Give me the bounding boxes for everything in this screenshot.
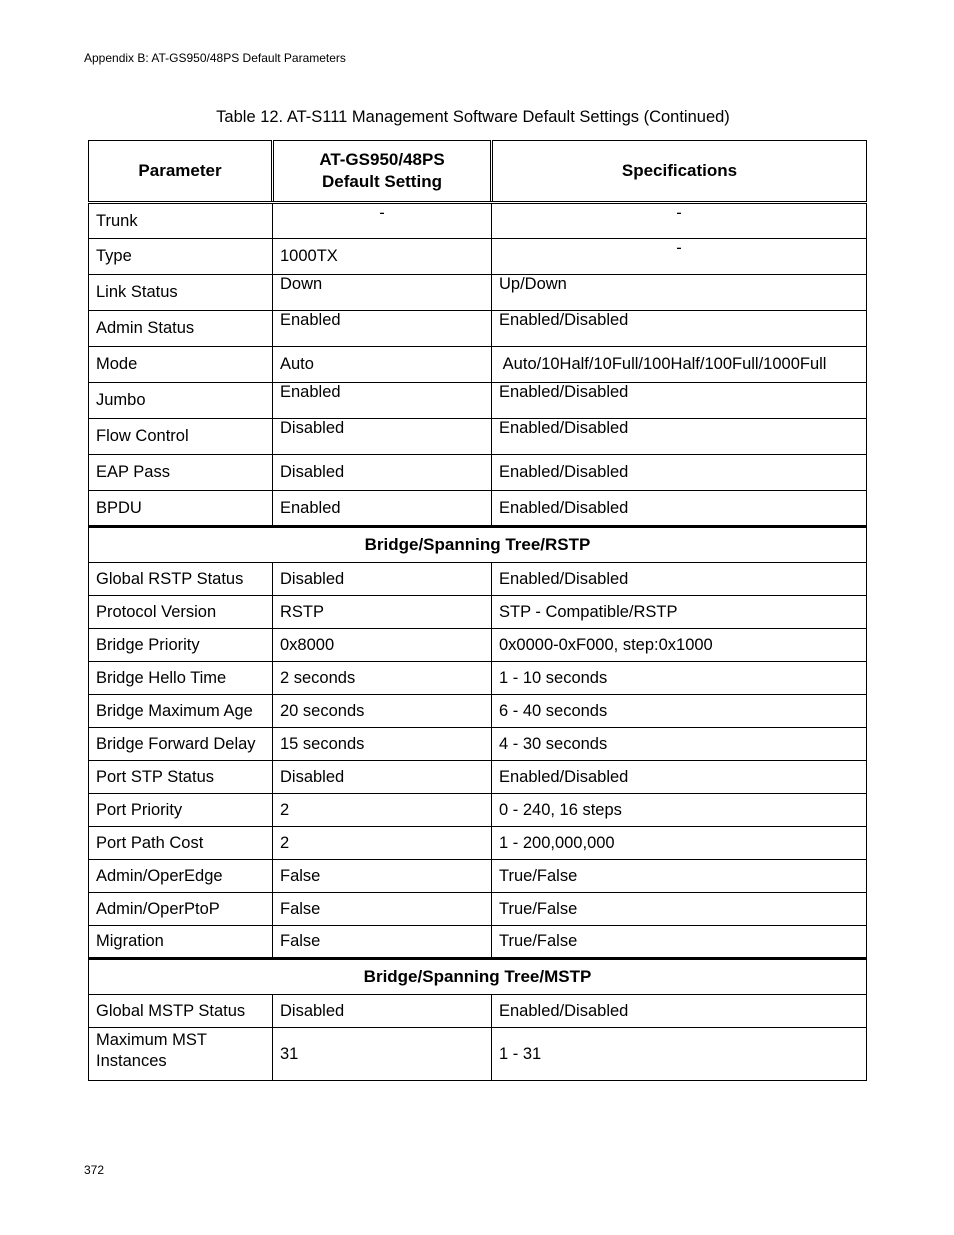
cell-default: Enabled — [273, 491, 492, 527]
cell-default: - — [273, 203, 492, 239]
table-row — [89, 926, 867, 959]
table-row — [89, 860, 867, 893]
page-number: 372 — [84, 1163, 105, 1177]
cell-spec: Up/Down — [492, 275, 867, 311]
cell-spec: Auto/10Half/10Full/100Half/100Full/1000Full — [492, 347, 867, 383]
table-caption: Table 12. AT-S111 Management Software Default Settings (Continued) — [216, 108, 730, 126]
cell-spec: Enabled/Disabled — [492, 311, 867, 347]
cell-default: 2 — [273, 827, 492, 860]
cell-default: Disabled — [273, 419, 492, 455]
table-row — [89, 893, 867, 926]
table-row — [89, 827, 867, 860]
cell-parameter: Migration — [89, 926, 273, 959]
cell-parameter: Bridge Priority — [89, 629, 273, 662]
table-row — [89, 275, 867, 311]
cell-parameter: Type — [89, 239, 273, 275]
table-row — [89, 662, 867, 695]
cell-spec: 4 - 30 seconds — [492, 728, 867, 761]
cell-default: 31 — [273, 1028, 492, 1081]
cell-spec: 1 - 31 — [492, 1028, 867, 1081]
table-row — [89, 311, 867, 347]
cell-spec: 6 - 40 seconds — [492, 695, 867, 728]
cell-spec: Enabled/Disabled — [492, 491, 867, 527]
section-title: Bridge/Spanning Tree/RSTP — [89, 527, 867, 563]
cell-spec: 0x0000-0xF000, step:0x1000 — [492, 629, 867, 662]
cell-parameter: Bridge Hello Time — [89, 662, 273, 695]
section-header-rstp — [89, 527, 867, 563]
table-row — [89, 596, 867, 629]
cell-spec: Enabled/Disabled — [492, 419, 867, 455]
cell-default: Disabled — [273, 455, 492, 491]
table-row — [89, 455, 867, 491]
cell-default: RSTP — [273, 596, 492, 629]
cell-spec: Enabled/Disabled — [492, 995, 867, 1028]
cell-spec: True/False — [492, 860, 867, 893]
cell-parameter: BPDU — [89, 491, 273, 527]
header-default-line2: Default Setting — [322, 172, 442, 191]
cell-default: Enabled — [273, 311, 492, 347]
section-header-mstp — [89, 959, 867, 995]
cell-spec: Enabled/Disabled — [492, 455, 867, 491]
cell-spec: Enabled/Disabled — [492, 761, 867, 794]
table-row — [89, 629, 867, 662]
cell-parameter: Admin/OperEdge — [89, 860, 273, 893]
cell-spec: - — [492, 203, 867, 239]
table-row — [89, 347, 867, 383]
section-title: Bridge/Spanning Tree/MSTP — [89, 959, 867, 995]
table-row — [89, 419, 867, 455]
table-row — [89, 563, 867, 596]
cell-default: Enabled — [273, 383, 492, 419]
table-row — [89, 728, 867, 761]
cell-spec: STP - Compatible/RSTP — [492, 596, 867, 629]
cell-parameter: Admin/OperPtoP — [89, 893, 273, 926]
table-row — [89, 491, 867, 527]
table-header-row — [89, 141, 867, 203]
cell-parameter: Trunk — [89, 203, 273, 239]
cell-default: Disabled — [273, 995, 492, 1028]
cell-default: False — [273, 893, 492, 926]
cell-parameter: Bridge Forward Delay — [89, 728, 273, 761]
cell-parameter: Admin Status — [89, 311, 273, 347]
cell-default: Auto — [273, 347, 492, 383]
cell-parameter: Protocol Version — [89, 596, 273, 629]
running-head: Appendix B: AT-GS950/48PS Default Parameters — [84, 51, 346, 65]
cell-default: 15 seconds — [273, 728, 492, 761]
table-row — [89, 995, 867, 1028]
table-row — [89, 695, 867, 728]
cell-spec: - — [492, 239, 867, 275]
cell-spec: Enabled/Disabled — [492, 383, 867, 419]
header-default-setting — [273, 141, 492, 203]
cell-default: Disabled — [273, 761, 492, 794]
cell-default: 1000TX — [273, 239, 492, 275]
cell-parameter: Port Priority — [89, 794, 273, 827]
table-row — [89, 383, 867, 419]
cell-parameter: Flow Control — [89, 419, 273, 455]
cell-parameter: Port STP Status — [89, 761, 273, 794]
cell-spec: 1 - 200,000,000 — [492, 827, 867, 860]
cell-default: 2 — [273, 794, 492, 827]
table-row — [89, 794, 867, 827]
cell-parameter: Global MSTP Status — [89, 995, 273, 1028]
cell-default: Down — [273, 275, 492, 311]
header-specifications: Specifications — [492, 141, 867, 203]
cell-parameter: Jumbo — [89, 383, 273, 419]
header-parameter: Parameter — [89, 141, 273, 203]
header-default-line1: AT-GS950/48PS — [319, 150, 445, 169]
cell-default: Disabled — [273, 563, 492, 596]
cell-default: 20 seconds — [273, 695, 492, 728]
table-row — [89, 203, 867, 239]
default-settings-table — [88, 140, 867, 1081]
cell-default: False — [273, 926, 492, 959]
cell-spec: True/False — [492, 926, 867, 959]
cell-default: 2 seconds — [273, 662, 492, 695]
cell-default: False — [273, 860, 492, 893]
cell-parameter: Bridge Maximum Age — [89, 695, 273, 728]
cell-spec: 1 - 10 seconds — [492, 662, 867, 695]
cell-spec: Enabled/Disabled — [492, 563, 867, 596]
cell-default: 0x8000 — [273, 629, 492, 662]
cell-parameter: Mode — [89, 347, 273, 383]
table-row — [89, 239, 867, 275]
cell-parameter: EAP Pass — [89, 455, 273, 491]
table-row — [89, 1028, 867, 1081]
cell-spec: True/False — [492, 893, 867, 926]
cell-spec: 0 - 240, 16 steps — [492, 794, 867, 827]
cell-parameter: Link Status — [89, 275, 273, 311]
cell-parameter: Port Path Cost — [89, 827, 273, 860]
cell-parameter: Global RSTP Status — [89, 563, 273, 596]
table-row — [89, 761, 867, 794]
cell-parameter: Maximum MST Instances — [89, 1028, 273, 1081]
